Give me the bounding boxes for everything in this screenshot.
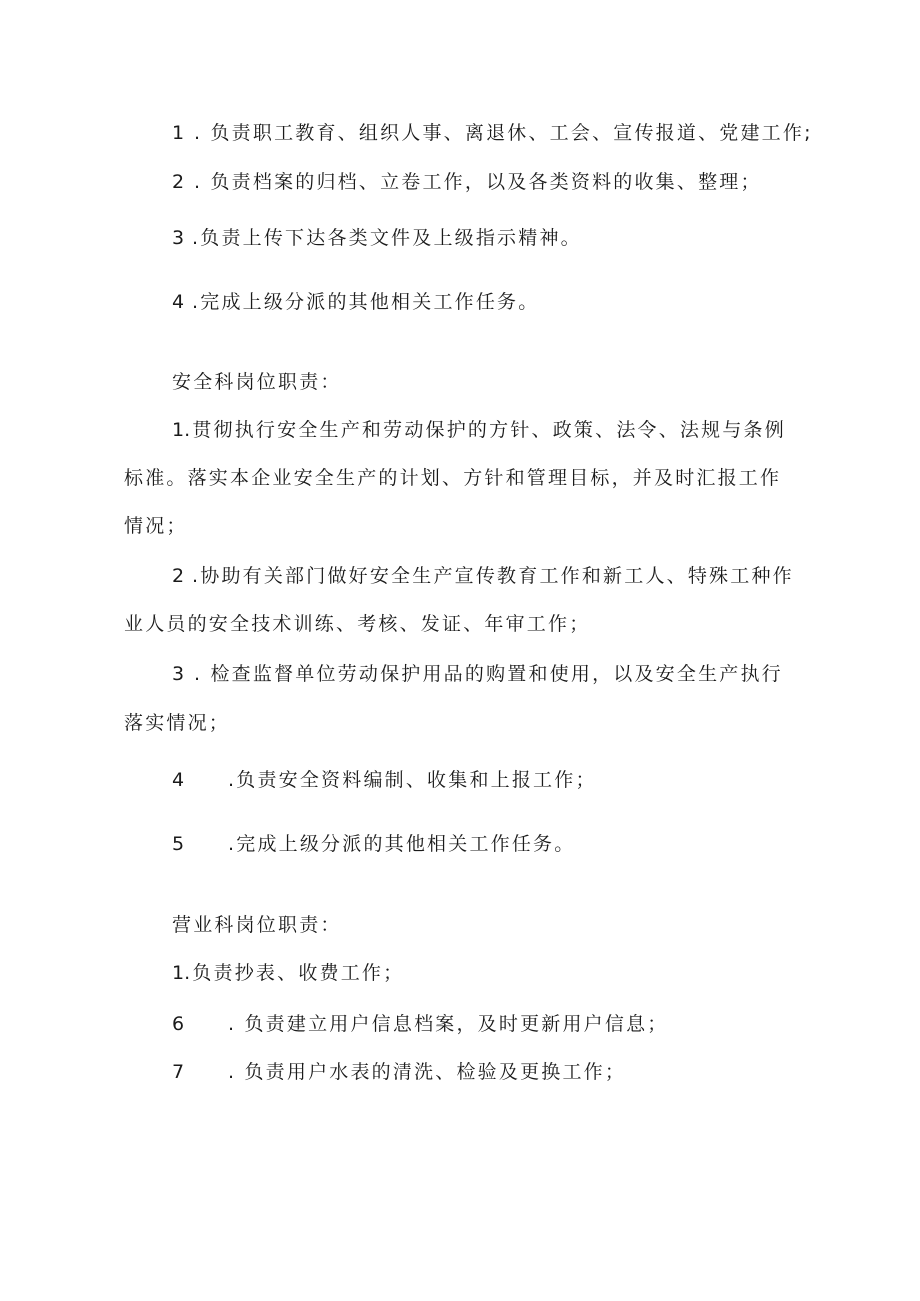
item-number: 5 (172, 833, 185, 855)
list-item (172, 290, 539, 314)
list-item (172, 662, 783, 686)
item-text: . 负责建立用户信息档案，及时更新用户信息； (228, 1013, 669, 1035)
list-item (172, 832, 575, 856)
item-text: .负责上传下达各类文件及上级指示精神。 (192, 227, 582, 249)
item-text: .负责安全资料编制、收集和上报工作； (228, 769, 597, 791)
list-item (172, 418, 786, 442)
list-item (172, 1012, 668, 1036)
item-text: . 检查监督单位劳动保护用品的购置和使用，以及安全生产执行 (194, 663, 783, 685)
list-item (172, 961, 404, 985)
item-text: .贯彻执行安全生产和劳动保护的方针、政策、法令、法规与条例 (184, 419, 786, 441)
item-number: 2 (172, 565, 185, 587)
item-number: 1 (172, 122, 185, 144)
item-text-continuation: 业人员的安全技术训练、考核、发证、年审工作； (124, 613, 591, 635)
item-number: 7 (172, 1061, 185, 1083)
item-text-continuation: 标准。落实本企业安全生产的计划、方针和管理目标，并及时汇报工作 (124, 467, 782, 489)
item-number: 2 (172, 171, 185, 193)
item-text-continuation: 落实情况； (124, 712, 231, 734)
list-item (172, 768, 597, 792)
item-number: 4 (172, 291, 185, 313)
item-number: 1 (172, 419, 185, 441)
item-text: . 负责用户水表的清洗、检验及更换工作； (228, 1061, 627, 1083)
item-text: .协助有关部门做好安全生产宣传教育工作和新工人、特殊工种作 (192, 565, 794, 587)
item-text-continuation: 情况； (124, 515, 188, 537)
item-text: .完成上级分派的其他相关工作任务。 (228, 833, 576, 855)
list-item (172, 170, 762, 194)
item-text: .完成上级分派的其他相关工作任务。 (192, 291, 540, 313)
item-number: 4 (172, 769, 185, 791)
item-number: 6 (172, 1013, 185, 1035)
section-heading-business: 营业科岗位职责： (172, 914, 342, 936)
list-item (172, 1060, 626, 1084)
item-number: 3 (172, 227, 185, 249)
list-item (172, 564, 794, 588)
item-text: . 负责档案的归档、立卷工作，以及各类资料的收集、整理； (194, 171, 762, 193)
section-heading-safety: 安全科岗位职责： (172, 371, 342, 393)
list-item (172, 121, 813, 145)
item-text: .负责抄表、收费工作； (184, 962, 405, 984)
item-number: 1 (172, 962, 185, 984)
item-text: . 负责职工教育、组织人事、离退休、工会、宣传报道、党建工作; (194, 122, 813, 144)
item-number: 3 (172, 663, 185, 685)
list-item (172, 226, 582, 250)
